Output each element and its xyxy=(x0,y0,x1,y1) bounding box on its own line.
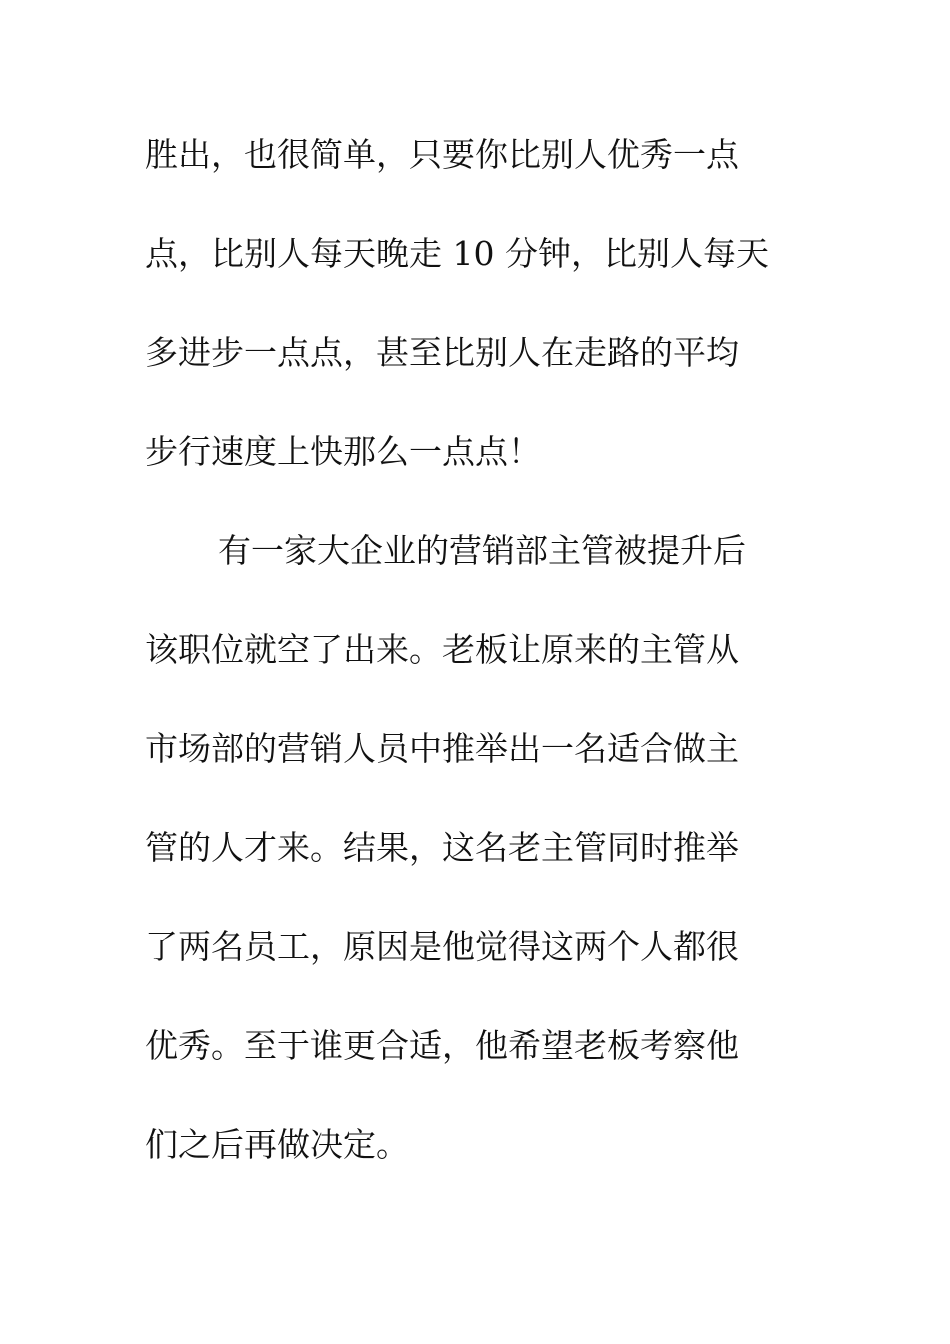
text-line: 管的人才来。结果，这名老主管同时推举 xyxy=(145,828,739,867)
body-text xyxy=(145,126,810,1215)
paragraph-1 xyxy=(145,126,810,522)
text-line: 们之后再做决定。 xyxy=(145,1125,409,1164)
text-line: 优秀。至于谁更合适，他希望老板考察他 xyxy=(145,1026,739,1065)
text-line: 多进步一点点，甚至比别人在走路的平均 xyxy=(145,333,739,372)
text-line: 市场部的营销人员中推举出一名适合做主 xyxy=(145,729,739,768)
text-line: 步行速度上快那么一点点！ xyxy=(145,432,541,471)
text-line: 该职位就空了出来。老板让原来的主管从 xyxy=(145,630,739,669)
text-line: 点，比别人每天晚走 10 分钟，比别人每天 xyxy=(145,234,769,273)
text-line: 胜出，也很简单，只要你比别人优秀一点 xyxy=(145,135,739,174)
paragraph-2 xyxy=(145,522,810,1215)
text-line: 了两名员工，原因是他觉得这两个人都很 xyxy=(145,927,739,966)
text-line: 有一家大企业的营销部主管被提升后 xyxy=(218,531,746,570)
